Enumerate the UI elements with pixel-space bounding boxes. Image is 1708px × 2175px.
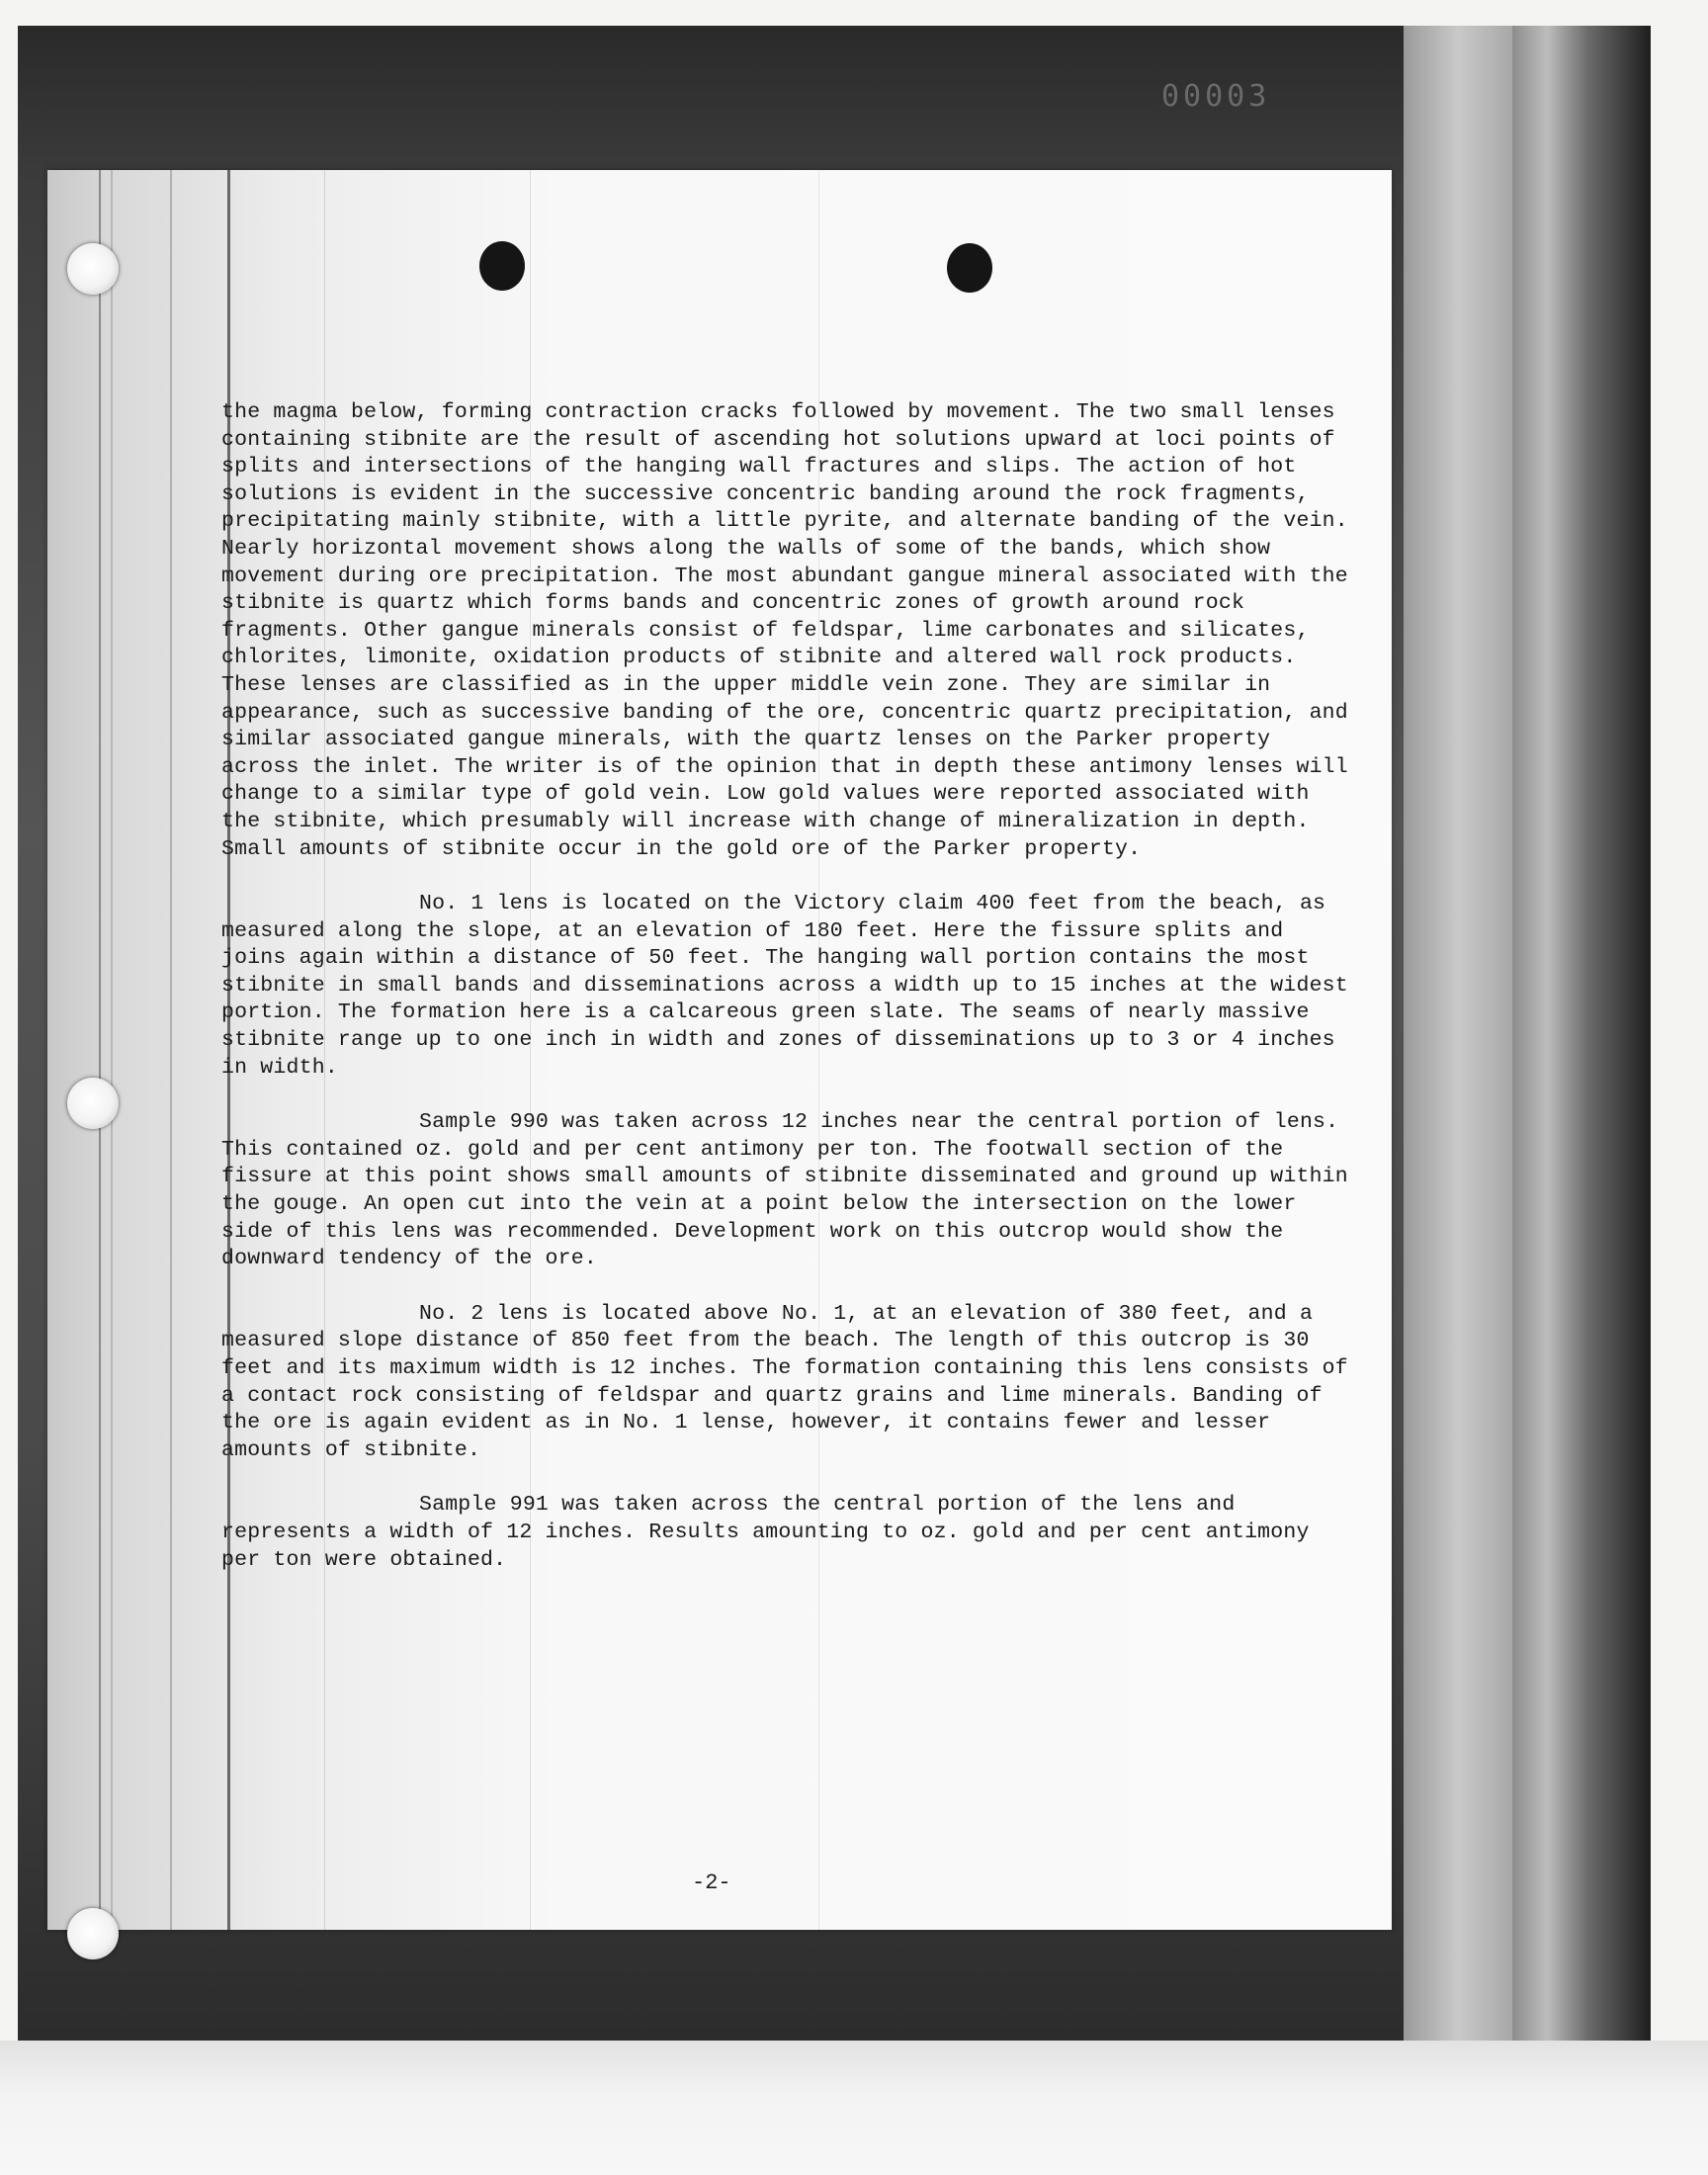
- punch-hole: [947, 243, 992, 293]
- paragraph: Sample 991 was taken across the central portion of the lens and represents a width of 12 inches. Results amounting to oz. gold and per cent antimony per ton were obtained.: [221, 1493, 1310, 1572]
- stamp-number: 00003: [1161, 79, 1271, 114]
- scan-bottom-margin: [0, 2041, 1708, 2175]
- binder-hole: [67, 243, 119, 295]
- paragraph: No. 1 lens is located on the Victory claim 400 feet from the beach, as measured along the slope, at an elevation of 180 feet. Here the fissure splits and joins again within a distance of 50 feet. The hanging wall portion contains the most stibnite in small bands and disseminations across a width up to 15 inches at the widest portion. The formation here is a calcareous green slate. The seams of nearly massive stibnite range up to one inch in width and zones of disseminations up to 3 or 4 inches in width.: [221, 892, 1348, 1080]
- binder-hole: [67, 1908, 119, 1959]
- paragraph: Sample 990 was taken across 12 inches near the central portion of lens. This contained oz. gold and per cent antimony per ton. The footwall section of the fissure at this point shows small amounts of stibnite disseminated and ground up within the gouge. An open cut into the vein at a point below the intersection on the lower side of this lens was recommended. Development work on this outcrop would show the downward tendency of the ore.: [221, 1110, 1348, 1271]
- paragraph: No. 2 lens is located above No. 1, at an elevation of 380 feet, and a measured slope distance of 850 feet from the beach. The length of this outcrop is 30 feet and its maximum width is 12 inches. The formation containing this lens consists of a contact rock consisting of feldspar and quartz grains and lime minerals. Banding of the ore is again evident as in No. 1 lense, however, it contains fewer and lesser amounts of stibnite.: [221, 1301, 1348, 1462]
- typed-page: [47, 170, 1392, 1930]
- paragraph: the magma below, forming contraction cracks followed by movement. The two small lenses containing stibnite are the result of ascending hot solutions upward at loci points of splits and intersections of the hanging wall fractures and slips. The action of hot solutions is evident in the successive concentric banding around the rock fragments, precipitating mainly stibnite, with a little pyrite, and alternate banding of the vein. Nearly horizontal movement shows along the walls of some of the bands, which show movement during ore precipitation. The most abundant gangue mineral associated with the stibnite is quartz which forms bands and concentric zones of growth around rock fragments. Other gangue minerals consist of feldspar, lime carbonates and silicates, chlorites, limonite, oxidation products of stibnite and altered wall rock products. These lenses are classified as in the upper middle vein zone. They are similar in appearance, such as successive banding of the ore, concentric quartz precipitation, and similar associated gangue minerals, with the quartz lenses on the Parker property across the inlet. The writer is of the opinion that in depth these antimony lenses will change to a similar type of gold vein. Low gold values were reported associated with the stibnite, which presumably will increase with change of mineralization in depth. Small amounts of stibnite occur in the gold ore of the Parker property.: [221, 400, 1348, 861]
- binder-hole: [67, 1078, 119, 1129]
- scan-streak: [111, 170, 113, 1930]
- punch-hole: [479, 241, 525, 291]
- scan-dark-band: [1512, 26, 1651, 2041]
- document-body: [221, 399, 1348, 1602]
- scan-streak: [170, 170, 172, 1930]
- scan-streak: [99, 170, 101, 1930]
- scan-edge-band: [1404, 26, 1512, 2041]
- page-number: -2-: [692, 1870, 731, 1895]
